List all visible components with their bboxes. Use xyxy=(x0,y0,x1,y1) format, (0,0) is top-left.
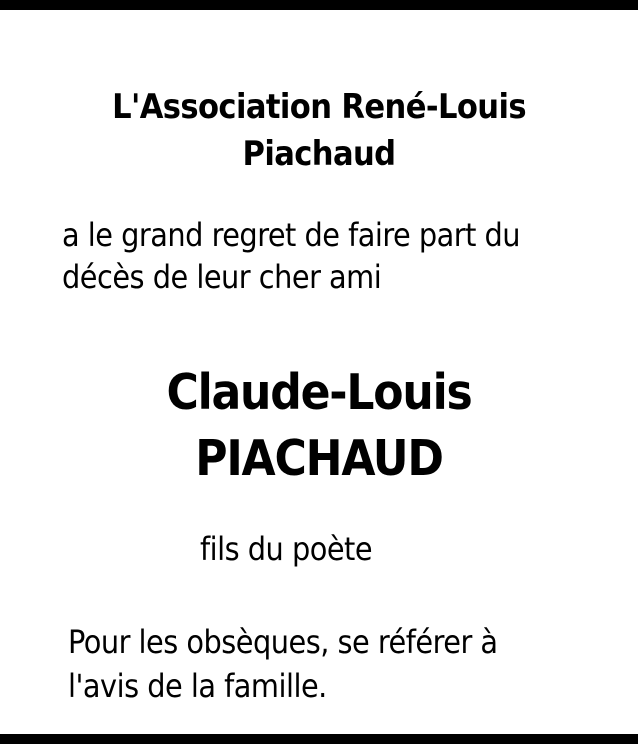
deceased-name-line-1: Claude-Louis xyxy=(166,364,472,421)
funeral-notice xyxy=(68,620,573,708)
organization-name-line-1: L'Association René-Louis xyxy=(112,87,526,127)
bottom-border-rule xyxy=(0,734,638,744)
deceased-name xyxy=(60,360,578,492)
top-border-rule xyxy=(0,0,638,10)
funeral-notice-line-1: Pour les obsèques, se référer à xyxy=(68,623,498,661)
announcement-text xyxy=(62,214,582,298)
organization-name xyxy=(60,84,578,178)
deceased-name-line-2: PIACHAUD xyxy=(195,430,443,487)
relation-text: fils du poète xyxy=(200,530,373,568)
funeral-notice-line-2: l'avis de la famille. xyxy=(68,667,327,705)
organization-name-line-2: Piachaud xyxy=(242,134,396,174)
announcement-line-1: a le grand regret de faire part du xyxy=(62,216,521,254)
announcement-line-2: décès de leur cher ami xyxy=(62,258,382,296)
